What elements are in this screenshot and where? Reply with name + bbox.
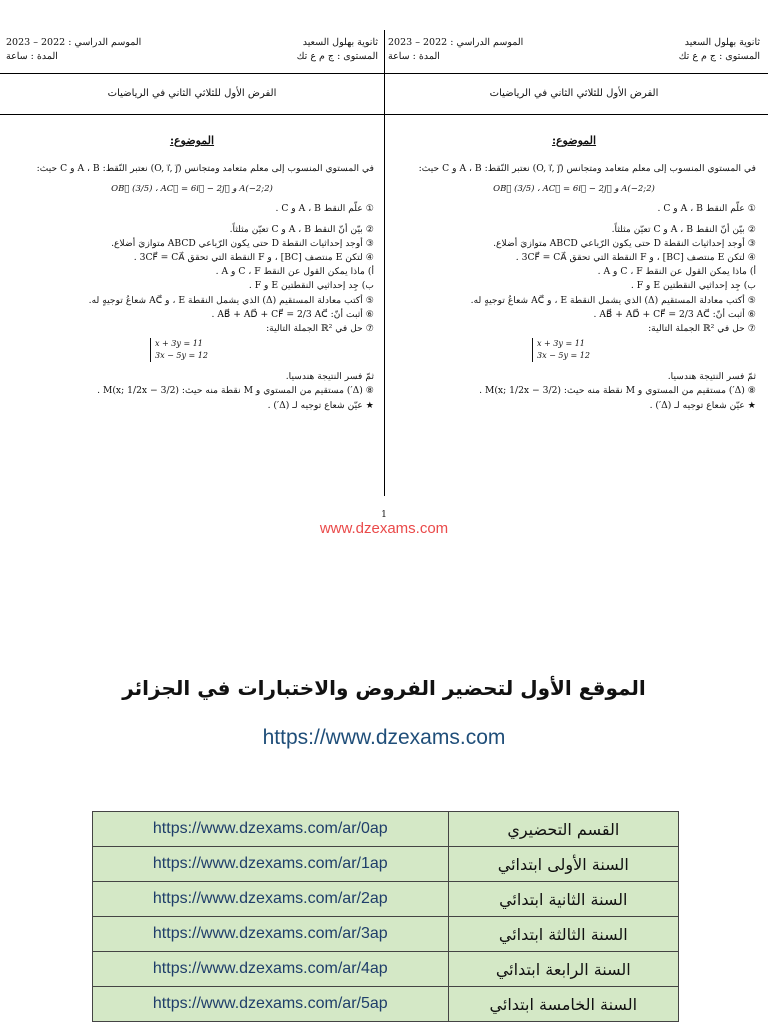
question-8: ⑧ (Δ′) مستقيم من المستوي و M نقطة منه حيث: M(x; 1/2x − 3/2) .	[97, 385, 374, 397]
subject-heading: الموضوع:	[551, 134, 597, 147]
level-name: السنة الثالثة ابتدائي	[448, 917, 678, 952]
equation-1: x + 3y = 11	[537, 339, 585, 349]
question-3: ③ أوجد إحداثيات النقطة D حتى يكون الرّباعي ABCD متوازيَ أضلاع.	[493, 237, 756, 249]
exam-body	[10, 162, 374, 413]
question-7: ⑦ حل في ℝ² الجملة التالية:	[266, 323, 374, 335]
question-1: ① علّم النقط A ، B و C .	[275, 203, 374, 215]
question-4b: ب) جِد إحداثيي النقطتين E و F .	[630, 280, 756, 292]
table-row	[93, 812, 679, 847]
watermark-link[interactable]: www.dzexams.com	[319, 520, 449, 537]
level-link[interactable]: https://www.dzexams.com/ar/5ap	[93, 987, 449, 1022]
equation-2: 3x − 5y = 12	[537, 351, 590, 361]
ad-site-link[interactable]: https://www.dzexams.com	[262, 726, 506, 749]
subject-heading: الموضوع:	[169, 134, 215, 147]
school-name: ثانوية بهلول السعيد	[302, 37, 378, 48]
column-divider	[384, 30, 385, 496]
level-link[interactable]: https://www.dzexams.com/ar/4ap	[93, 952, 449, 987]
given-data: A(−2;2) و OB⃗ (3/5) ، AC⃗ = 6i⃗ − 2j⃗	[493, 184, 655, 195]
level-link[interactable]: https://www.dzexams.com/ar/2ap	[93, 882, 449, 917]
question-2: ② بيّن أنّ النقط A ، B و C تعيّن مثلثاً.	[611, 223, 756, 235]
level-label: المستوى : ج م ع تك	[296, 51, 378, 62]
question-8b: ★ عيّن شعاع توجيه لـ (Δ′) .	[267, 399, 374, 411]
question-4a: أ) ماذا يمكن القول عن النقط C ، F و A .	[215, 266, 374, 278]
ad-title: الموقع الأول لتحضير الفروض والاختبارات في الجزائر	[122, 676, 646, 700]
question-8b: ★ عيّن شعاع توجيه لـ (Δ′) .	[649, 399, 756, 411]
question-4a: أ) ماذا يمكن القول عن النقط C ، F و A .	[597, 266, 756, 278]
exam-column-left	[6, 30, 378, 500]
level-name: السنة الثانية ابتدائي	[448, 882, 678, 917]
level-link[interactable]: https://www.dzexams.com/ar/3ap	[93, 917, 449, 952]
level-name: السنة الأولى ابتدائي	[448, 847, 678, 882]
question-7b: ثمّ فسر النتيجة هندسيا.	[285, 371, 374, 383]
question-6: ⑥ أثبت أنّ: AB⃗ + AD⃗ + CF⃗ = 2/3 AC⃗ .	[593, 308, 756, 320]
level-link[interactable]: https://www.dzexams.com/ar/0ap	[93, 812, 449, 847]
level-name: السنة الخامسة ابتدائي	[448, 987, 678, 1022]
exam-title: الفرض الأول للثلاثي الثاني في الرياضيات	[107, 88, 277, 99]
question-7b: ثمّ فسر النتيجة هندسيا.	[667, 371, 756, 383]
given-data: A(−2;2) و OB⃗ (3/5) ، AC⃗ = 6i⃗ − 2j⃗	[111, 184, 273, 195]
levels-table	[92, 811, 679, 1022]
school-year: الموسم الدراسي : 2022 – 2023	[388, 37, 524, 48]
duration-label: المدة : ساعة	[388, 51, 440, 62]
question-5: ⑤ أكتب معادلة المستقيم (Δ) الذي يشمل النقطة E ، و AC⃗ شعاعُ توجيهٍ له.	[470, 294, 756, 306]
exam-body	[392, 162, 756, 413]
level-label: المستوى : ج م ع تك	[678, 51, 760, 62]
level-name: القسم التحضيري	[448, 812, 678, 847]
table-row	[93, 917, 679, 952]
intro-text: في المستوي المنسوب إلى معلم متعامد ومتجانس (O, i⃗, j⃗) نعتبر النّقط: A ، B و C حيث:	[36, 163, 374, 174]
level-name: السنة الرابعة ابتدائي	[448, 952, 678, 987]
equation-system	[10, 336, 374, 364]
question-4b: ب) جِد إحداثيي النقطتين E و F .	[248, 280, 374, 292]
table-row	[93, 847, 679, 882]
question-6: ⑥ أثبت أنّ: AB⃗ + AD⃗ + CF⃗ = 2/3 AC⃗ .	[211, 308, 374, 320]
question-4: ④ لتكن E منتصف [BC] ، و F النقطة التي تحقق 3CF⃗ = CA⃗ .	[515, 252, 756, 264]
equation-system	[392, 336, 756, 364]
question-2: ② بيّن أنّ النقط A ، B و C تعيّن مثلثاً.	[229, 223, 374, 235]
table-row	[93, 952, 679, 987]
intro-text: في المستوي المنسوب إلى معلم متعامد ومتجانس (O, i⃗, j⃗) نعتبر النّقط: A ، B و C حيث:	[418, 163, 756, 174]
question-5: ⑤ أكتب معادلة المستقيم (Δ) الذي يشمل النقطة E ، و AC⃗ شعاعُ توجيهٍ له.	[88, 294, 374, 306]
level-link[interactable]: https://www.dzexams.com/ar/1ap	[93, 847, 449, 882]
school-year: الموسم الدراسي : 2022 – 2023	[6, 37, 142, 48]
equation-1: x + 3y = 11	[155, 339, 203, 349]
question-3: ③ أوجد إحداثيات النقطة D حتى يكون الرّباعي ABCD متوازيَ أضلاع.	[111, 237, 374, 249]
question-1: ① علّم النقط A ، B و C .	[657, 203, 756, 215]
exam-column-right	[388, 30, 760, 500]
page-number: 1	[381, 510, 387, 520]
exam-title: الفرض الأول للثلاثي الثاني في الرياضيات	[489, 88, 659, 99]
question-4: ④ لتكن E منتصف [BC] ، و F النقطة التي تحقق 3CF⃗ = CA⃗ .	[133, 252, 374, 264]
school-name: ثانوية بهلول السعيد	[684, 37, 760, 48]
duration-label: المدة : ساعة	[6, 51, 58, 62]
equation-2: 3x − 5y = 12	[155, 351, 208, 361]
table-row	[93, 882, 679, 917]
table-row	[93, 987, 679, 1022]
question-7: ⑦ حل في ℝ² الجملة التالية:	[648, 323, 756, 335]
question-8: ⑧ (Δ′) مستقيم من المستوي و M نقطة منه حيث: M(x; 1/2x − 3/2) .	[479, 385, 756, 397]
